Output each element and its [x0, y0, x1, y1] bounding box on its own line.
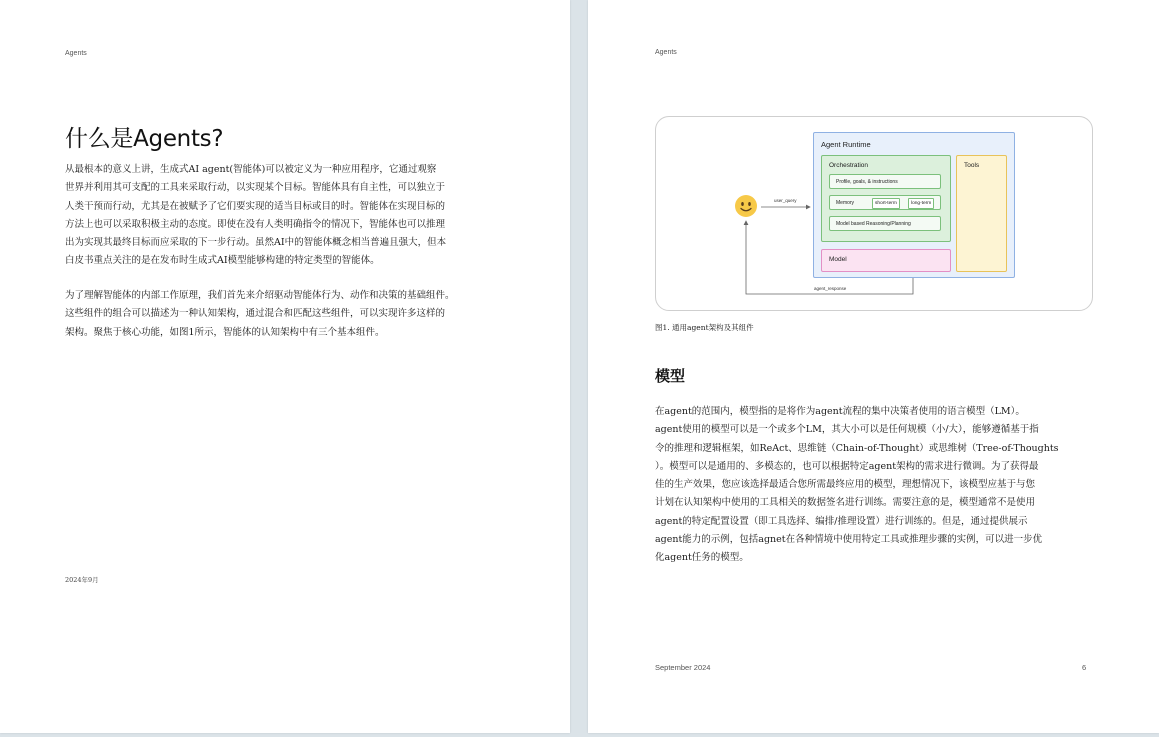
page-footer-date: 2024年9月: [65, 576, 99, 584]
page-footer-date: September 2024: [655, 663, 711, 672]
agent-runtime-label: Agent Runtime: [821, 140, 871, 149]
smiley-face-icon: [734, 194, 758, 218]
paragraph-2: 为了理解智能体的内部工作原理，我们首先来介绍驱动智能体行为、动作和决策的基础组件。 这些组件的组合可以描述为一种认知架构，通过混合和匹配这些组件，可以实现许多这样的 架构。聚焦于核心功能，如图1所示，智能体的认知架构中有三个基本组件。: [65, 290, 455, 338]
orchestration-box: [821, 155, 951, 242]
tools-label: Tools: [964, 162, 980, 169]
agent-architecture-figure: [655, 116, 1093, 311]
agent-response-label: agent_response: [814, 286, 847, 291]
paragraph-1: 从最根本的意义上讲，生成式AI agent(智能体)可以被定义为一种应用程序，它通过观察 世界并利用其可支配的工具来采取行动，以实现某个目标。智能体具有自主性，可以独立于 人类干预而行动，尤其是在被赋予了它们要实现的适当目标或目的时。智能体在实现目标的 方法上也可以采取积极主动的态度。即使在没有人类明确指令的情况下，智能体也可以推理 出为实现其最终目标而应采取的下一步行动。虽然AI中的智能体概念相当普遍且强大，但本 白皮书重点关注的是在发布时生成式AI模型能够构建的特定类型的智能体。: [65, 164, 447, 267]
model-label: Model: [829, 256, 847, 263]
profile-label: Profile, goals, & instructions: [836, 179, 898, 185]
short-term-chip: short-term: [872, 198, 900, 209]
section-title: 模型: [655, 367, 686, 385]
profile-box: [829, 174, 941, 189]
memory-label: Memory: [836, 200, 855, 206]
memory-box: [829, 195, 941, 210]
right-page: [588, 0, 1159, 733]
page-number: 6: [1082, 663, 1087, 672]
tools-box: [956, 155, 1007, 272]
reasoning-box: [829, 216, 941, 231]
model-paragraph: 在agent的范围内，模型指的是将作为agent流程的集中决策者使用的语言模型（LM）。 agent使用的模型可以是一个或多个LM，其大小可以是任何规模（小/大），能够遵循基于指 令的推理和逻辑框架，如ReAct、思维链（Chain-of-Thought）或思维树（Tree-of-Thoughts ）。模型可以是通用的、多模态的，也可以根据特定agent架构的需求进行微调。为了获得最 佳的生产效果，您应该选择最适合您所需最终应用的模型，理想情况下，该模型应基于与您 计划在认知架构中使用的工具相关的数据签名进行训练。需要注意的是，模型通常不是使用 agent的特定配置设置（即工具选择、编排/推理设置）进行训练的。但是，通过提供展示 agent能力的示例，包括agnet在各种情境中使用特定工具或推理步骤的实例，可以进一步优 化agent任务的模型。: [655, 406, 1059, 564]
left-page: [0, 0, 570, 733]
figure-caption: 图1. 通用agent架构及其组件: [655, 323, 754, 332]
model-box: [821, 249, 951, 272]
reasoning-label: Model based Reasoning/Planning: [836, 221, 911, 227]
running-head: Agents: [655, 49, 677, 56]
running-head: Agents: [65, 50, 87, 57]
agent-runtime-box: [813, 132, 1015, 278]
page-title: 什么是Agents?: [65, 126, 224, 152]
orchestration-label: Orchestration: [829, 162, 869, 169]
user-query-label: user_query: [774, 198, 797, 203]
long-term-chip: long-term: [908, 198, 934, 209]
